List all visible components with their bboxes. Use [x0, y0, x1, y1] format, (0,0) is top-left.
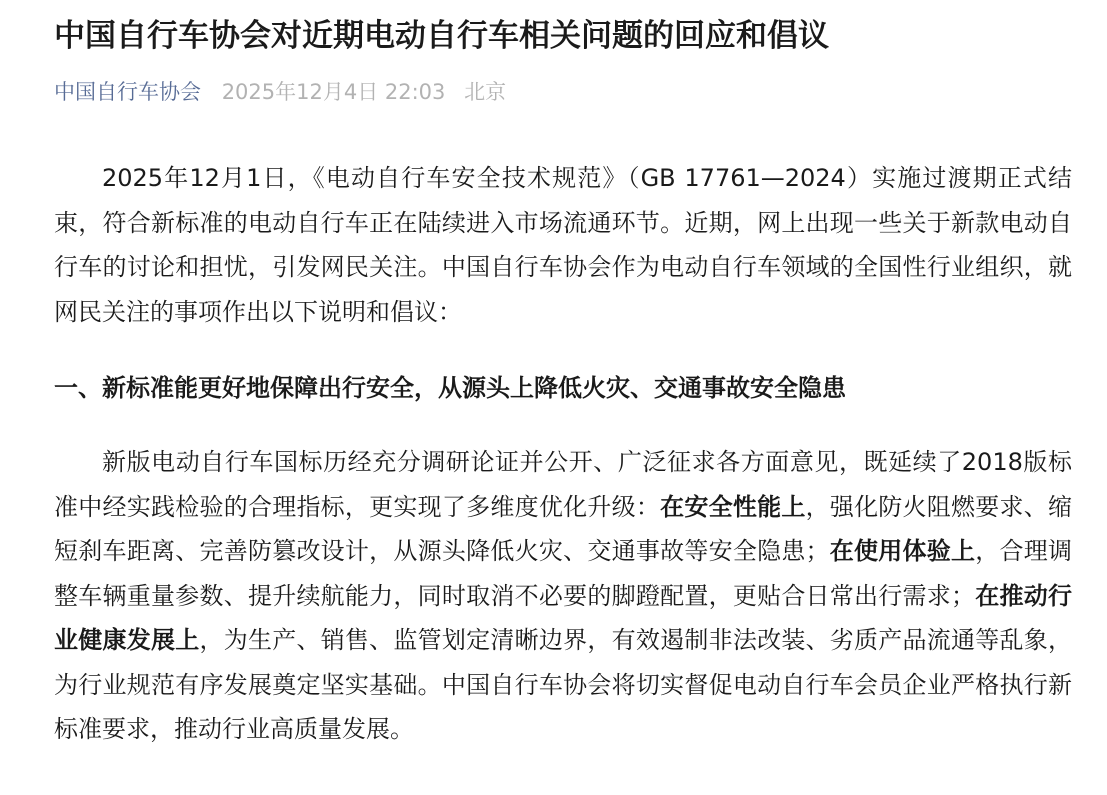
bold-phrase-experience: 在使用体验上 — [829, 537, 976, 565]
paragraph-intro: 2025年12月1日，《电动自行车安全技术规范》（GB 17761—2024）实施过渡期正式结束，符合新标准的电动自行车正在陆续进入市场流通环节。近期，网上出现一些关于新款电动自行车的讨论和担忧，引发网民关注。中国自行车协会作为电动自行车领域的全国性行业组织，就网民关注的事项作出以下说明和倡议： — [54, 164, 1072, 326]
article-meta — [54, 76, 506, 108]
publish-time: 2025年12月4日 22:03 — [221, 80, 446, 104]
paragraph-text: ，强化防火阻燃要求、缩短刹车距离、完善防篡改设计，从源头降低火灾、交通事故等安全隐患； — [54, 492, 1073, 565]
section-heading: 一、新标准能更好地保障出行安全，从源头上降低火灾、交通事故安全隐患 — [54, 374, 846, 402]
bold-phrase-safety: 在安全性能上 — [660, 492, 806, 521]
paragraph-text: ，为生产、销售、监管划定清晰边界，有效遏制非法改装、劣质产品流通等乱象，为行业规范有序发展奠定坚实基础。中国自行车协会将切实督促电动自行车会员企业严格执行新标准要求，推动行业高质量发展。 — [54, 626, 1073, 743]
article-title: 中国自行车协会对近期电动自行车相关问题的回应和倡议 — [54, 18, 829, 54]
paragraph-standard-details — [54, 440, 1072, 752]
paragraph-text: ，合理调整车辆重量参数、提升续航能力，同时取消不必要的脚蹬配置，更贴合日常出行需求； — [54, 537, 1073, 610]
account-name-link[interactable]: 中国自行车协会 — [54, 80, 201, 104]
publish-location: 北京 — [464, 80, 507, 104]
paragraph-text: 新版电动自行车国标历经充分调研论证并公开、广泛征求各方面意见，既延续了2018版标准中经实践检验的合理指标，更实现了多维度优化升级： — [54, 448, 1072, 521]
bold-phrase-industry: 在推动行业健康发展上 — [54, 581, 1073, 654]
